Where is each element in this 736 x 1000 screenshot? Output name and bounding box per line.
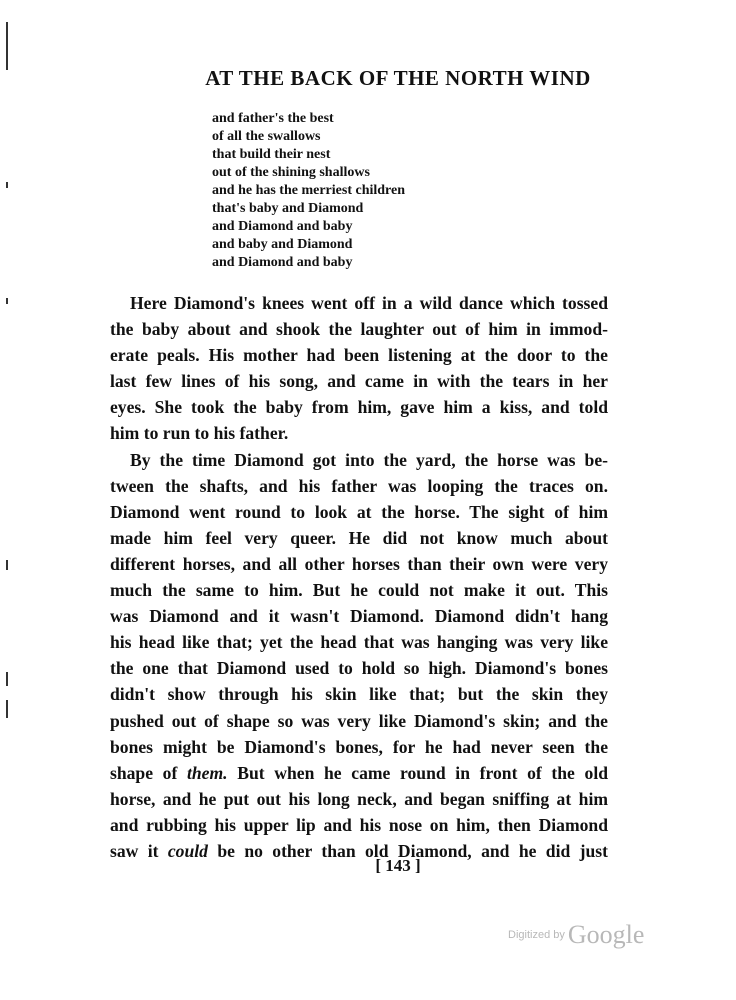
running-head: AT THE BACK OF THE NORTH WIND: [205, 66, 591, 90]
text-line: the one that Diamond used to hold so high. Diamond's bones: [110, 658, 608, 679]
text-fragment: shape of: [110, 762, 187, 783]
text-line: was Diamond and it wasn't Diamond. Diamond didn't hang: [110, 606, 608, 627]
text-fragment: saw it: [110, 840, 168, 861]
text-line: [110, 760, 608, 786]
italic-word: could: [167, 840, 208, 861]
digitized-watermark: [508, 920, 644, 950]
text-line: much the same to him. But he could not make it out. This: [110, 580, 608, 601]
poem-line: out of the shining shallows: [212, 165, 370, 180]
text-line: Diamond went round to look at the horse. The sight of him: [110, 501, 608, 522]
text-line: his head like that; yet the head that was hanging was very like: [110, 632, 608, 653]
poem-line: of all the swallows: [212, 129, 321, 144]
text-line: pushed out of shape so was very like Diamond's skin; and the: [110, 710, 608, 731]
body-text: [110, 290, 608, 864]
poem-stanza: [212, 110, 532, 272]
poem-line: that build their nest: [212, 147, 331, 162]
text-line: Here Diamond's knees went off in a wild dance which tossed: [130, 293, 608, 313]
watermark-prefix: Digitized by: [508, 929, 565, 941]
text-line: By the time Diamond got into the yard, the horse was be-: [130, 449, 608, 470]
poem-line: and baby and Diamond: [212, 237, 353, 252]
italic-word: them.: [187, 762, 228, 783]
paragraph-1: [110, 290, 608, 447]
page-number: [ 143 ]: [375, 856, 421, 875]
text-line: didn't show through his skin like that; but the skin they: [110, 684, 608, 705]
text-line: and rubbing his upper lip and his nose on him, then Diamond: [110, 814, 608, 835]
text-line: him to run to his father.: [110, 423, 289, 444]
text-fragment: But when he came round in front of the old: [227, 762, 608, 783]
paragraph-2: [110, 447, 608, 865]
text-line: tween the shafts, and his father was looping the traces on.: [110, 475, 608, 496]
text-line: bones might be Diamond's bones, for he had never seen the: [110, 736, 608, 757]
text-line: erate peals. His mother had been listening at the door to the: [110, 345, 608, 366]
text-line: different horses, and all other horses than their own were very: [110, 553, 608, 574]
google-wordmark: Google: [567, 920, 645, 949]
poem-line: that's baby and Diamond: [212, 201, 364, 216]
scan-edge-marks: [6, 0, 14, 1000]
text-line: the baby about and shook the laughter out of him in immod-: [110, 319, 608, 340]
text-line: last few lines of his song, and came in with the tears in her: [110, 371, 608, 392]
poem-line: and he has the merriest children: [212, 183, 406, 198]
text-fragment: be no other than old Diamond, and he did just: [207, 840, 608, 861]
text-line: horse, and he put out his long neck, and began sniffing at him: [110, 788, 608, 809]
poem-line: and Diamond and baby: [212, 255, 353, 270]
text-line: eyes. She took the baby from him, gave him a kiss, and told: [110, 397, 608, 418]
text-line: made him feel very queer. He did not know much about: [110, 527, 608, 548]
poem-line: and Diamond and baby: [212, 219, 353, 234]
poem-line: and father's the best: [212, 111, 334, 126]
